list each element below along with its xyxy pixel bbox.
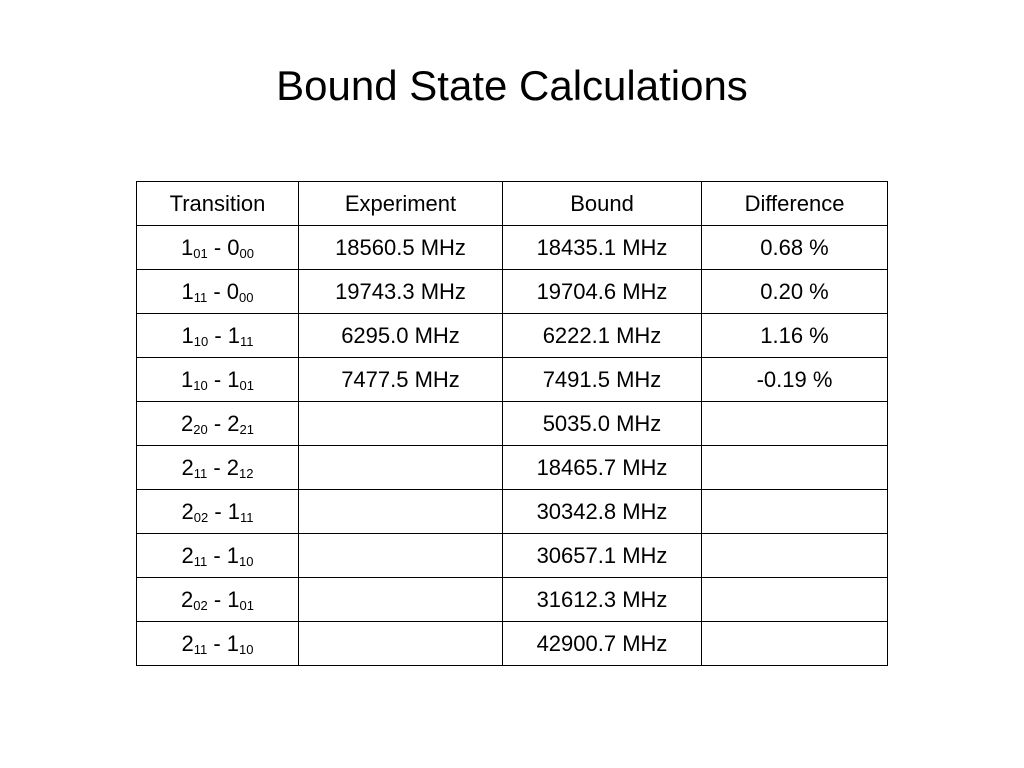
- table-row: [137, 490, 888, 534]
- transition-separator: -: [207, 630, 227, 656]
- difference-cell: [702, 446, 888, 490]
- bound-cell: 42900.7 MHz: [503, 622, 702, 666]
- bound-cell: 7491.5 MHz: [503, 358, 702, 402]
- transition-lower-level: 2: [226, 454, 240, 480]
- transition-separator: -: [207, 542, 227, 568]
- transition-upper-subscript: 10: [193, 333, 209, 349]
- transition-lower-subscript: 11: [240, 333, 254, 349]
- transition-lower-level: 1: [227, 366, 240, 392]
- transition-lower-subscript: 21: [239, 421, 254, 437]
- transition-lower-level: 0: [226, 278, 240, 304]
- header-row: [137, 182, 888, 226]
- transition-upper-subscript: 20: [193, 421, 208, 437]
- header-experiment: Experiment: [299, 182, 503, 226]
- transition-separator: -: [207, 366, 228, 392]
- bound-cell: 18435.1 MHz: [503, 226, 702, 270]
- transition-upper-level: 2: [181, 630, 194, 656]
- transition-upper-subscript: 02: [193, 597, 208, 613]
- bound-cell: 30342.8 MHz: [503, 490, 702, 534]
- difference-cell: 1.16 %: [702, 314, 888, 358]
- difference-cell: [702, 622, 888, 666]
- transition-upper-subscript: 01: [193, 245, 208, 261]
- transition-separator: -: [207, 454, 227, 480]
- transition-upper-level: 1: [181, 366, 194, 392]
- difference-cell: [702, 402, 888, 446]
- bound-cell: 6222.1 MHz: [503, 314, 702, 358]
- table-row: [137, 534, 888, 578]
- transition-upper-subscript: 11: [193, 641, 208, 657]
- difference-cell: 0.68 %: [702, 226, 888, 270]
- bound-cell: 19704.6 MHz: [503, 270, 702, 314]
- transition-upper-subscript: 11: [193, 465, 208, 481]
- transition-separator: -: [207, 278, 227, 304]
- table-row: [137, 622, 888, 666]
- transition-lower-subscript: 10: [239, 641, 254, 657]
- experiment-cell: [299, 402, 503, 446]
- transition-upper-level: 2: [181, 542, 194, 568]
- transition-lower-level: 2: [227, 410, 240, 436]
- slide-title: Bound State Calculations: [276, 62, 748, 109]
- transition-lower-subscript: 10: [239, 553, 254, 569]
- difference-cell: [702, 534, 888, 578]
- header-transition: Transition: [137, 182, 299, 226]
- transition-upper-subscript: 02: [193, 509, 209, 525]
- transition-separator: -: [207, 586, 228, 612]
- header-bound: Bound: [503, 182, 702, 226]
- bound-cell: 18465.7 MHz: [503, 446, 702, 490]
- transition-lower-level: 1: [227, 322, 241, 348]
- bound-cell: 30657.1 MHz: [503, 534, 702, 578]
- table-row: [137, 402, 888, 446]
- experiment-cell: 7477.5 MHz: [299, 358, 503, 402]
- experiment-cell: [299, 490, 503, 534]
- transition-lower-subscript: 12: [239, 465, 254, 481]
- transition-lower-subscript: 01: [239, 597, 254, 613]
- table-row: [137, 314, 888, 358]
- experiment-cell: 18560.5 MHz: [299, 226, 503, 270]
- transition-separator: -: [207, 234, 228, 260]
- experiment-cell: [299, 534, 503, 578]
- transition-lower-level: 1: [226, 630, 240, 656]
- bound-cell: 31612.3 MHz: [503, 578, 702, 622]
- table-row: [137, 578, 888, 622]
- transition-cell: [137, 402, 299, 446]
- experiment-cell: [299, 622, 503, 666]
- table-row: [137, 446, 888, 490]
- bound-cell: 5035.0 MHz: [503, 402, 702, 446]
- transition-cell: [137, 534, 299, 578]
- transition-cell: [137, 226, 299, 270]
- header-difference: Difference: [702, 182, 888, 226]
- table-body: [137, 226, 888, 666]
- transition-lower-level: 0: [227, 234, 240, 260]
- transition-lower-subscript: 00: [239, 245, 254, 261]
- transition-upper-level: 2: [181, 454, 194, 480]
- transition-upper-level: 2: [181, 410, 194, 436]
- difference-cell: [702, 578, 888, 622]
- transition-cell: [137, 578, 299, 622]
- transition-upper-subscript: 10: [193, 377, 208, 393]
- transition-cell: [137, 358, 299, 402]
- transition-cell: [137, 446, 299, 490]
- difference-cell: -0.19 %: [702, 358, 888, 402]
- transition-lower-level: 1: [227, 586, 240, 612]
- transition-upper-level: 1: [181, 278, 194, 304]
- transition-upper-level: 2: [181, 498, 194, 524]
- transition-cell: [137, 270, 299, 314]
- transition-lower-subscript: 11: [240, 509, 254, 525]
- transition-lower-subscript: 00: [239, 289, 254, 305]
- transition-cell: [137, 622, 299, 666]
- transition-upper-subscript: 11: [193, 553, 208, 569]
- transition-lower-subscript: 01: [239, 377, 254, 393]
- transition-separator: -: [207, 410, 228, 436]
- transition-upper-subscript: 11: [193, 289, 208, 305]
- table-row: [137, 358, 888, 402]
- transition-cell: [137, 314, 299, 358]
- experiment-cell: [299, 446, 503, 490]
- bound-state-table: [136, 181, 888, 666]
- transition-upper-level: 1: [181, 322, 194, 348]
- difference-cell: 0.20 %: [702, 270, 888, 314]
- transition-separator: -: [208, 498, 228, 524]
- difference-cell: [702, 490, 888, 534]
- transition-lower-level: 1: [226, 542, 240, 568]
- experiment-cell: 19743.3 MHz: [299, 270, 503, 314]
- transition-upper-level: 1: [181, 234, 194, 260]
- transition-upper-level: 2: [181, 586, 194, 612]
- transition-lower-level: 1: [227, 498, 241, 524]
- experiment-cell: [299, 578, 503, 622]
- transition-separator: -: [208, 322, 228, 348]
- transition-cell: [137, 490, 299, 534]
- table-row: [137, 270, 888, 314]
- table-row: [137, 226, 888, 270]
- experiment-cell: 6295.0 MHz: [299, 314, 503, 358]
